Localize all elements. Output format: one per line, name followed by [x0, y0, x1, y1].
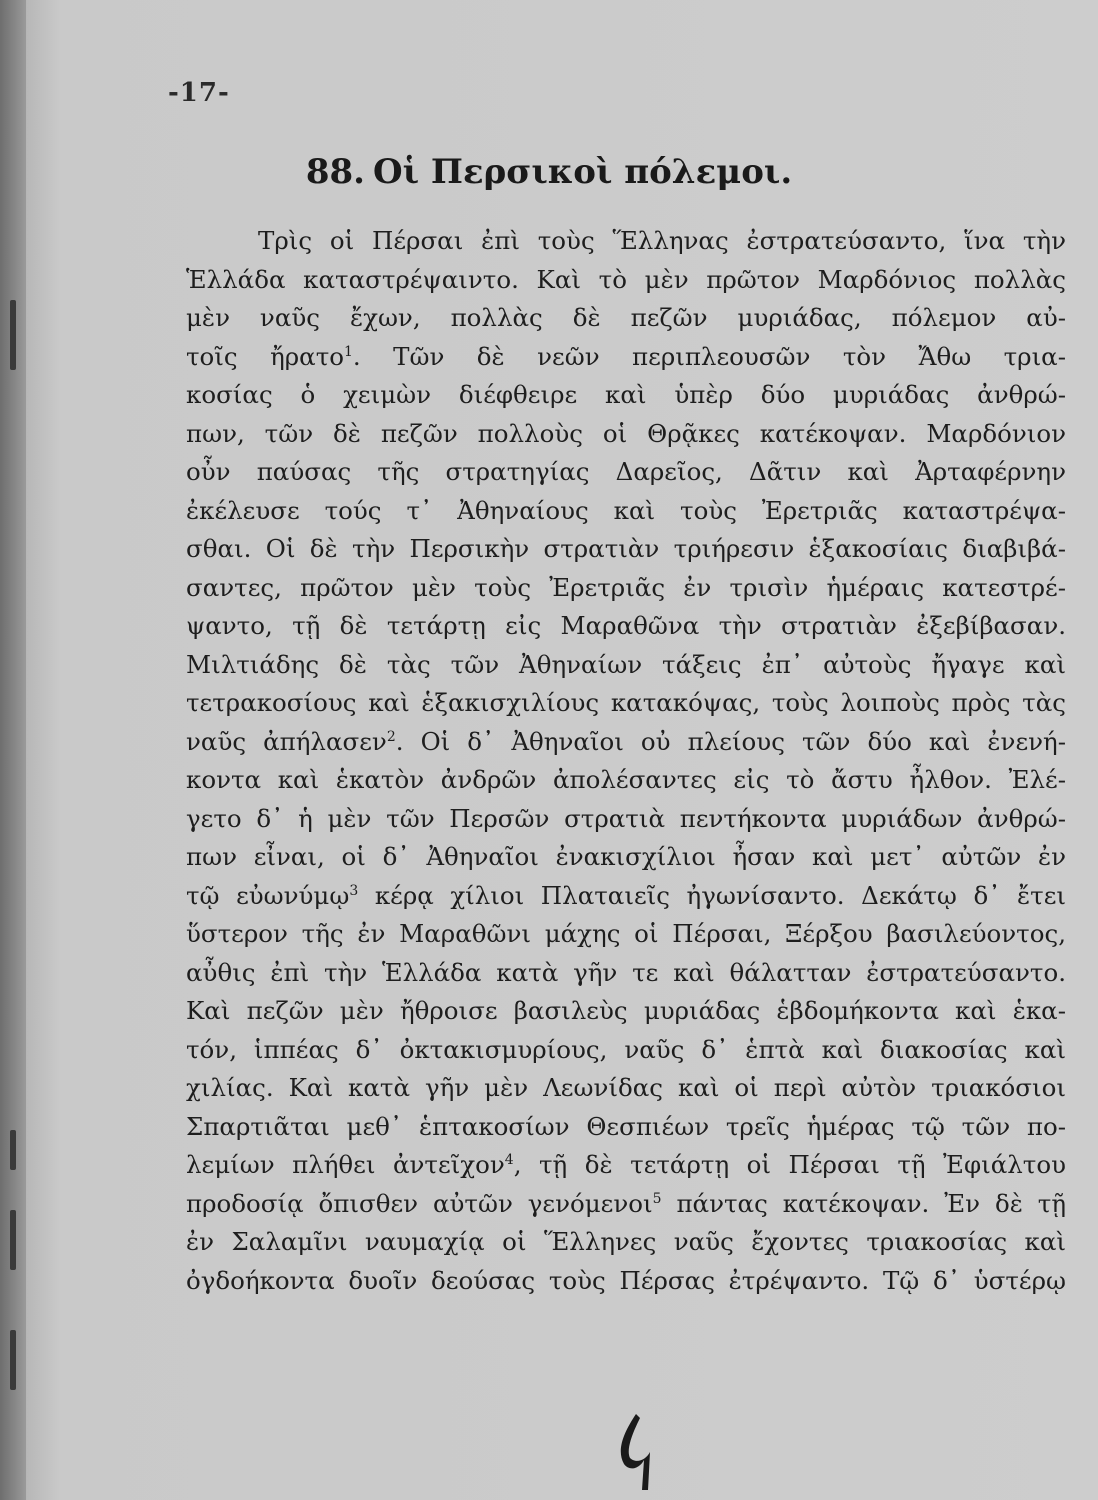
- text-line: Καὶ πεζῶν μὲν ἤθροισε βασιλεὺς μυριάδας ἑβδομήκοντα καὶ ἑκα-: [186, 996, 1066, 1025]
- book-gutter: [0, 0, 26, 1500]
- body-text: [186, 222, 1066, 1300]
- text-line: Ἑλλάδα καταστρέψαιντο. Καὶ τὸ μὲν πρῶτον Μαρδόνιος πολλὰς: [186, 264, 1066, 294]
- footnote-marker: 2: [386, 728, 396, 745]
- page-number: -17-: [168, 78, 230, 108]
- section-number: 88.: [305, 152, 365, 192]
- text-line: τόν, ἱππέας δ᾽ ὀκτακισμυρίους, ναῦς δ᾽ ἑπτὰ καὶ διακοσίας καὶ: [186, 1034, 1066, 1064]
- text-segment: λεμίων πλήθει ἀντεῖχον: [186, 1150, 505, 1179]
- text-line: κοντα καὶ ἑκατὸν ἀνδρῶν ἀπολέσαντες εἰς τὸ ἄστυ ἦλθον. Ἐλέ-: [186, 765, 1066, 794]
- text-segment: τῷ εὐωνύμῳ: [186, 880, 350, 910]
- text-segment: τοῖς ἤρατο: [186, 341, 344, 371]
- text-line: αὖθις ἐπὶ τὴν Ἑλλάδα κατὰ γῆν τε καὶ θάλατταν ἐστρατεύσαντο.: [186, 957, 1066, 987]
- text-line: σθαι. Οἱ δὲ τὴν Περσικὴν στρατιὰν τριήρεσιν ἑξακοσίαις διαβιβά-: [186, 534, 1066, 563]
- text-line: τετρακοσίους καὶ ἑξακισχιλίους κατακόψας, τοὺς λοιποὺς πρὸς τὰς: [186, 688, 1066, 717]
- margin-mark: [10, 1210, 16, 1270]
- text-line: ψαντο, τῇ δὲ τετάρτῃ εἰς Μαραθῶνα τὴν στρατιὰν ἐξεβίβασαν.: [186, 611, 1066, 640]
- text-line: χιλίας. Καὶ κατὰ γῆν μὲν Λεωνίδας καὶ οἱ περὶ αὐτὸν τριακόσιοι: [186, 1073, 1066, 1102]
- text-line: γετο δ᾽ ἡ μὲν τῶν Περσῶν στρατιὰ πεντήκοντα μυριάδων ἀνθρώ-: [186, 803, 1066, 833]
- margin-mark: [10, 1330, 16, 1390]
- footnote-marker: 4: [504, 1151, 514, 1168]
- section-title-text: Οἱ Περσικοὶ πόλεμοι.: [372, 152, 793, 192]
- text-segment: , τῇ δὲ τετάρτῃ οἱ Πέρσαι τῇ Ἐφιάλτου: [513, 1150, 1066, 1179]
- text-segment: ναῦς ἀπήλασεν: [186, 726, 387, 756]
- text-line: ἐν Σαλαμῖνι ναυμαχίᾳ οἱ Ἕλληνες ναῦς ἔχοντες τριακοσίας καὶ: [186, 1227, 1066, 1256]
- text-line: σαντες, πρῶτον μὲν τοὺς Ἐρετριᾶς ἐν τρισὶν ἡμέραις κατεστρέ-: [186, 572, 1066, 602]
- section-title: [0, 152, 1098, 192]
- text-line: ἐκέλευσε τούς τ᾽ Ἀθηναίους καὶ τοὺς Ἐρετριᾶς καταστρέψα-: [186, 495, 1066, 525]
- footnote-marker: 3: [349, 882, 359, 899]
- text-segment: . Οἱ δ᾽ Ἀθηναῖοι οὐ πλείους τῶν δύο καὶ ἐνενή-: [395, 726, 1066, 756]
- text-line: [186, 723, 1066, 762]
- text-line: μὲν ναῦς ἔχων, πολλὰς δὲ πεζῶν μυριάδας, πόλεμον αὐ-: [186, 303, 1066, 332]
- ink-mark-icon: [614, 1412, 654, 1492]
- text-line: [186, 877, 1066, 916]
- text-segment: πάντας κατέκοψαν. Ἐν δὲ τῇ: [661, 1188, 1066, 1218]
- text-line: Σπαρτιᾶται μεθ᾽ ἑπτακοσίων Θεσπιέων τρεῖς ἡμέρας τῷ τῶν πο-: [186, 1111, 1066, 1141]
- text-line: ὕστερον τῆς ἐν Μαραθῶνι μάχης οἱ Πέρσαι, Ξέρξου βασιλεύοντος,: [186, 919, 1066, 948]
- text-line: [186, 1146, 1066, 1185]
- text-line: [186, 338, 1066, 377]
- margin-mark: [10, 300, 16, 370]
- text-segment: προδοσίᾳ ὄπισθεν αὐτῶν γενόμενοι: [186, 1188, 653, 1218]
- text-line: κοσίας ὁ χειμὼν διέφθειρε καὶ ὑπὲρ δύο μυριάδας ἀνθρώ-: [186, 380, 1066, 409]
- text-line: Τρὶς οἱ Πέρσαι ἐπὶ τοὺς Ἕλληνας ἐστρατεύσαντο, ἵνα τὴν: [258, 226, 1066, 255]
- text-segment: . Τῶν δὲ νεῶν περιπλεουσῶν τὸν Ἄθω τρια-: [352, 341, 1066, 371]
- text-line: [186, 1185, 1066, 1224]
- footnote-marker: 5: [652, 1190, 662, 1207]
- margin-mark: [10, 1130, 16, 1170]
- text-line: ὀγδοήκοντα δυοῖν δεούσας τοὺς Πέρσας ἐτρέψαντο. Τῷ δ᾽ ὑστέρῳ: [186, 1265, 1066, 1295]
- text-line: πων εἶναι, οἱ δ᾽ Ἀθηναῖοι ἐνακισχίλιοι ἦσαν καὶ μετ᾽ αὐτῶν ἐν: [186, 842, 1066, 871]
- footnote-marker: 1: [344, 343, 353, 360]
- text-line: Μιλτιάδης δὲ τὰς τῶν Ἀθηναίων τάξεις ἐπ᾽ αὐτοὺς ἤγαγε καὶ: [186, 649, 1066, 679]
- text-segment: κέρᾳ χίλιοι Πλαταιεῖς ἠγωνίσαντο. Δεκάτῳ δ᾽ ἔτει: [358, 880, 1066, 910]
- text-line: πων, τῶν δὲ πεζῶν πολλοὺς οἱ Θρᾷκες κατέκοψαν. Μαρδόνιον: [186, 418, 1066, 448]
- text-line: οὖν παύσας τῆς στρατηγίας Δαρεῖος, Δᾶτιν καὶ Ἀρταφέρνην: [186, 457, 1066, 486]
